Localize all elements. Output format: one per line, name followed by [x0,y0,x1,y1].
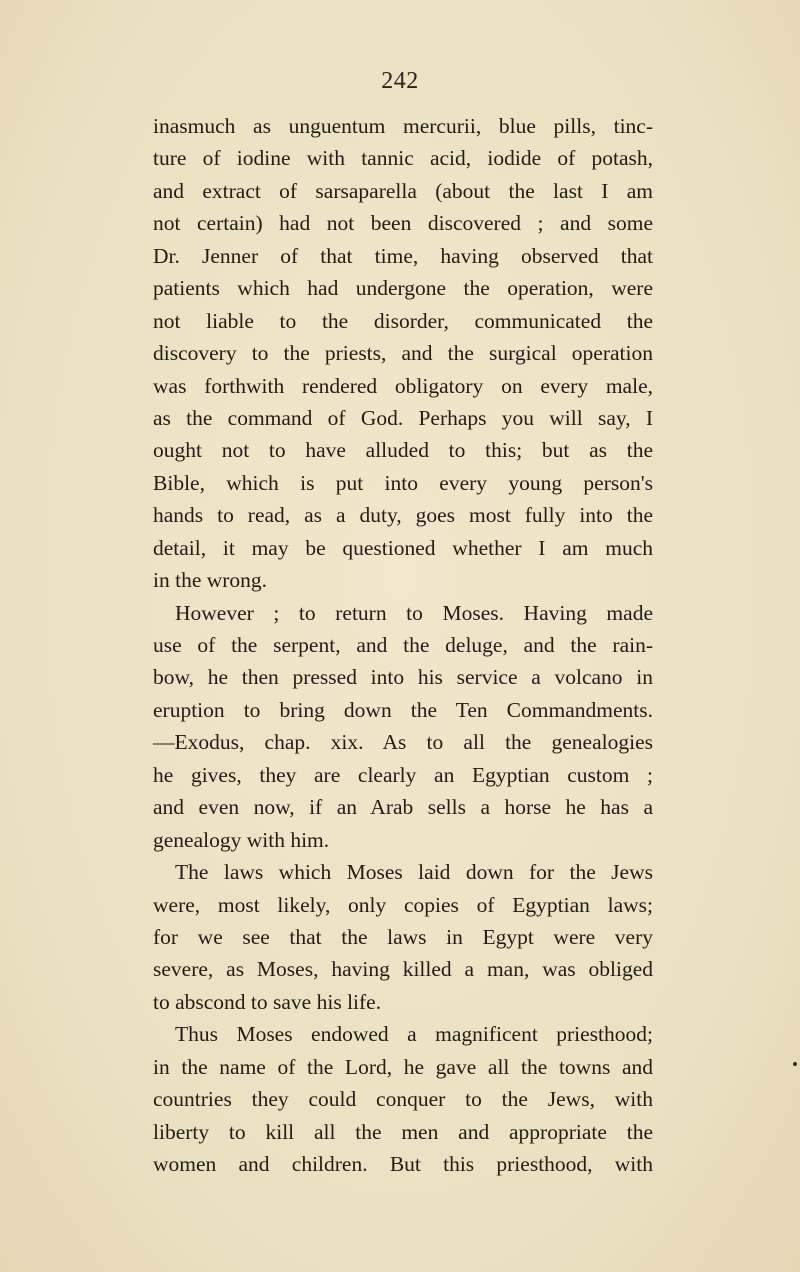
text-line: However ; to return to Moses. Having made [175,600,653,625]
text-line: in the name of the Lord, he gave all the towns and [153,1054,653,1079]
text-line: in the wrong. [153,568,268,593]
body-text [153,110,653,1180]
text-line: eruption to bring down the Ten Commandments. [153,697,653,722]
text-line: ture of iodine with tannic acid, iodide of potash, [153,146,653,171]
page-number: 242 [381,68,419,94]
text-line: hands to read, as a duty, goes most fully into the [153,503,653,528]
text-line: detail, it may be questioned whether I am much [153,535,653,560]
text-line: —Exodus, chap. xix. As to all the genealogies [153,730,653,755]
text-line: severe, as Moses, having killed a man, was obliged [153,957,653,982]
text-line: countries they could conquer to the Jews, with [153,1087,653,1112]
text-line: and extract of sarsaparella (about the last I am [153,178,653,203]
text-line: as the command of God. Perhaps you will say, I [153,405,653,430]
text-line: was forthwith rendered obligatory on every male, [153,373,653,398]
text-line: Dr. Jenner of that time, having observed that [153,243,653,268]
text-line: were, most likely, only copies of Egyptian laws; [153,892,653,917]
text-line: inasmuch as unguentum mercurii, blue pills, tinc- [153,114,653,138]
text-line: bow, he then pressed into his service a volcano in [153,665,653,690]
text-line: not liable to the disorder, communicated the [153,308,653,333]
text-line: Bible, which is put into every young person's [153,470,653,495]
text-line: patients which had undergone the operation, were [153,276,653,301]
ink-speck [793,1062,797,1066]
text-line: ought not to have alluded to this; but as the [153,438,653,463]
text-line: for we see that the laws in Egypt were very [153,924,653,949]
text-line: use of the serpent, and the deluge, and the rain- [153,633,653,657]
text-line: to abscond to save his life. [153,989,382,1014]
text-line: he gives, they are clearly an Egyptian custom ; [153,762,653,787]
text-line: The laws which Moses laid down for the Jews [175,860,653,885]
text-line: genealogy with him. [153,827,330,852]
text-line: women and children. But this priesthood, with [153,1152,653,1176]
text-line: Thus Moses endowed a magnificent priesthood; [175,1022,653,1047]
text-line: discovery to the priests, and the surgical operation [153,341,653,366]
text-line: liberty to kill all the men and appropriate the [153,1119,653,1144]
text-line: not certain) had not been discovered ; and some [153,211,653,236]
text-line: and even now, if an Arab sells a horse he has a [153,795,653,820]
